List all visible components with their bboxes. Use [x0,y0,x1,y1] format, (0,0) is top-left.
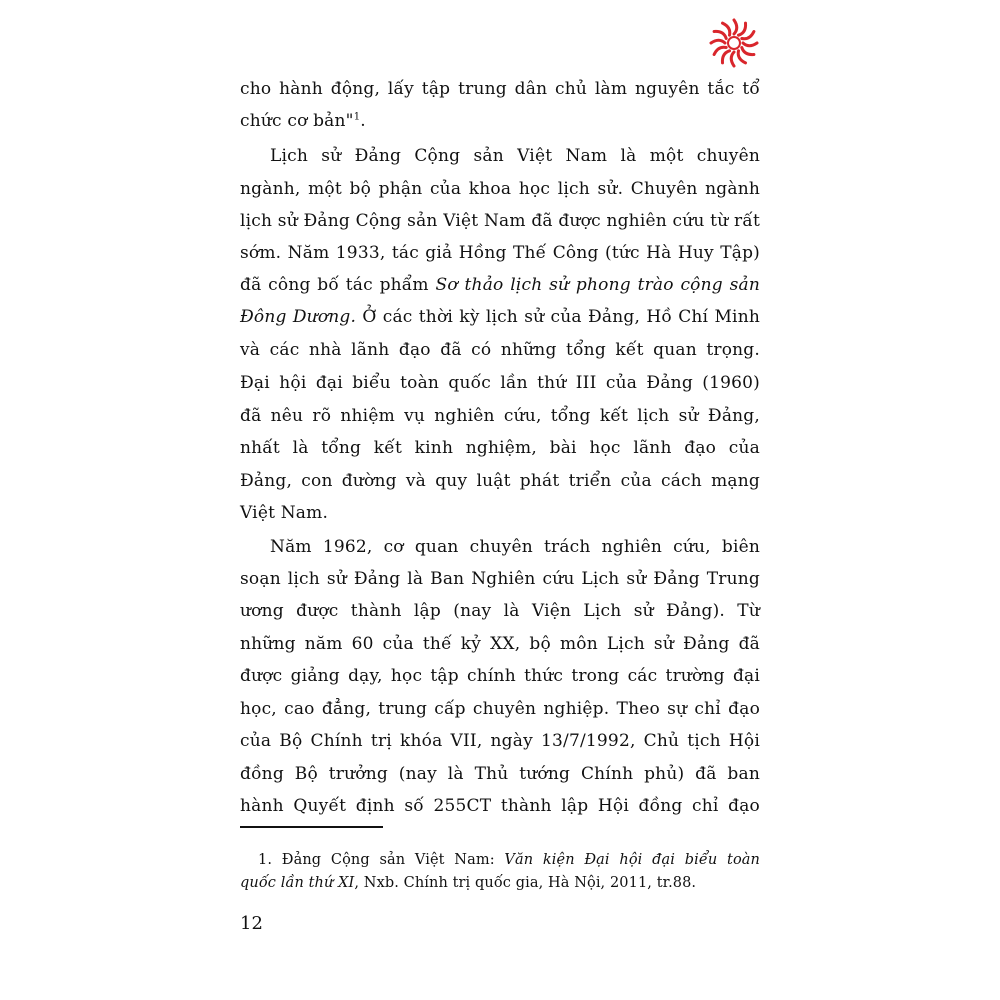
logo-ray [711,40,725,43]
logo-ray [734,20,737,34]
text-line: hành Quyết định số 255CT thành lập Hội đồng chỉ đạo [240,796,760,816]
period: . [360,111,366,131]
text-span: Ở các thời kỳ lịch sử của Đảng, Hồ Chí Minh [362,307,760,327]
text-line: và các nhà lãnh đạo đã có những tổng kết quan trọng. [240,340,760,360]
text-line: đã nêu rõ nhiệm vụ nghiên cứu, tổng kết lịch sử Đảng, [240,406,760,426]
footnote-divider [240,826,383,828]
page-number: 12 [240,913,263,934]
footnote-title: Văn kiện Đại hội đại biểu toàn [504,852,760,868]
text-line: ngành, một bộ phận của khoa học lịch sử. Chuyên ngành [240,179,760,199]
text-line: Đại hội đại biểu toàn quốc lần thứ III của Đảng (1960) [240,373,760,393]
text-line: những năm 60 của thế kỷ XX, bộ môn Lịch sử Đảng đã [240,634,760,654]
text-line: nhất là tổng kết kinh nghiệm, bài học lãnh đạo của [240,438,760,458]
logo-ray [742,48,754,55]
text-line: Việt Nam. [240,503,329,523]
footnote-reference: 1 [353,111,361,123]
footnote-line [258,850,760,870]
book-title: Đông Dương. [240,307,357,327]
text-line: học, cao đẳng, trung cấp chuyên nghiệp. Theo sự chỉ đạo [240,699,760,719]
text-line: Đảng, con đường và quy luật phát triển của cách mạng [240,471,760,491]
logo-ray [739,23,746,35]
text-line [240,275,760,295]
text-line: cho hành động, lấy tập trung dân chủ làm nguyên tắc tổ [240,79,760,99]
text-line: đồng Bộ trưởng (nay là Thủ tướng Chính phủ) đã ban [240,764,760,784]
footnote-author: Đảng Cộng sản Việt Nam: [281,852,495,868]
footnote-line [240,873,760,893]
text-line: soạn lịch sử Đảng là Ban Nghiên cứu Lịch sử Đảng Trung [240,569,760,589]
text-line: Lịch sử Đảng Cộng sản Việt Nam là một chuyên [270,146,760,166]
book-title: Sơ thảo lịch sử phong trào cộng sản [435,275,760,295]
publisher-logo-icon [709,18,759,68]
text-span: đã công bố tác phẩm [240,275,429,295]
text-line: sớm. Năm 1933, tác giả Hồng Thế Công (tức Hà Huy Tập) [240,243,760,263]
footnote-number: 1. [258,852,273,868]
text-line [240,307,760,327]
text-line [240,111,760,131]
footnote-citation: , Nxb. Chính trị quốc gia, Hà Nội, 2011, tr.88. [354,875,697,891]
logo-ray [722,51,729,63]
footnote-title: quốc lần thứ XI [240,875,355,891]
logo-ray [714,31,726,38]
text-line: của Bộ Chính trị khóa VII, ngày 13/7/1992, Chủ tịch Hội [240,731,760,751]
text-line: được giảng dạy, học tập chính thức trong các trường đại [240,666,760,686]
text-line: Năm 1962, cơ quan chuyên trách nghiên cứu, biên [270,537,760,557]
text-line: ương được thành lập (nay là Viện Lịch sử Đảng). Từ [240,601,760,621]
logo-ray [731,52,734,66]
text-line: lịch sử Đảng Cộng sản Việt Nam đã được nghiên cứu từ rất [240,211,760,231]
logo-ray [743,43,757,46]
text-span: chức cơ bản" [240,111,354,131]
